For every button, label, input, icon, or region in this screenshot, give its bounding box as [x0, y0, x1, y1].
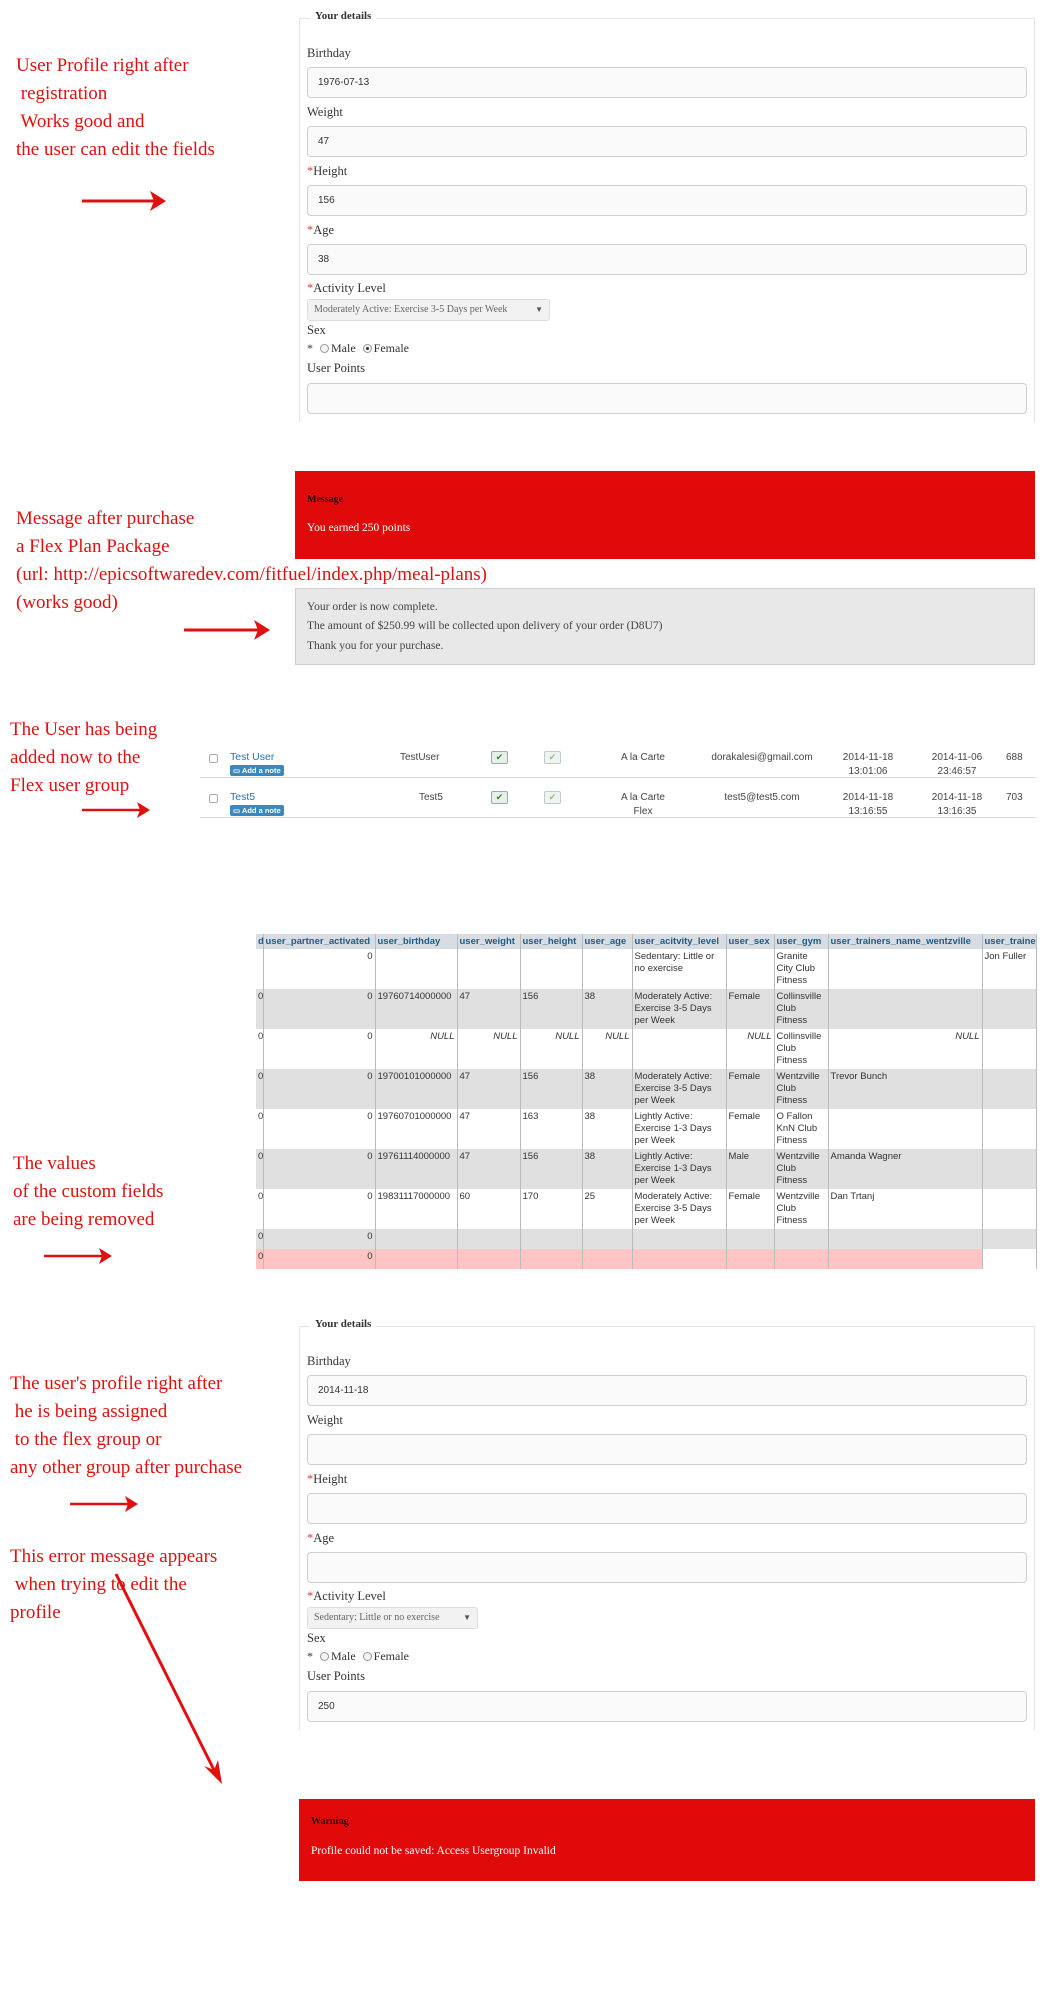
arrow-right-icon	[80, 798, 152, 822]
table-cell: 0	[256, 1149, 263, 1189]
table-cell	[726, 949, 774, 989]
table-cell	[982, 1149, 1036, 1189]
enabled-checkmark-icon[interactable]: ✔	[544, 751, 561, 764]
table-cell: 0	[263, 1149, 375, 1189]
order-complete-box	[295, 588, 1035, 665]
required-mark: *	[307, 164, 314, 178]
enabled-checkmark-icon[interactable]: ✔	[544, 791, 561, 804]
table-cell	[982, 1229, 1036, 1249]
message-text: You earned 250 points	[307, 522, 411, 534]
database-table	[256, 934, 1037, 1269]
sex-label: Sex	[307, 323, 326, 337]
table-cell: Male	[726, 1149, 774, 1189]
users-table	[200, 744, 1036, 828]
table-cell	[256, 949, 263, 989]
required-mark: *	[307, 1531, 314, 1545]
table-cell: 0	[263, 1189, 375, 1229]
table-cell	[582, 1249, 632, 1269]
table-cell: 0	[256, 1029, 263, 1069]
arrow-diagonal-icon	[110, 1570, 230, 1790]
warning-alert	[299, 1799, 1035, 1881]
table-cell: 19700101000000	[375, 1069, 457, 1109]
date-line: 2014-11-06	[931, 752, 983, 763]
table-cell: Moderately Active: Exercise 3-5 Days per Week	[632, 1069, 726, 1109]
table-cell: 0	[256, 1229, 263, 1249]
table-row	[200, 784, 1036, 818]
sex-male-label: Male	[331, 341, 356, 355]
activity-level-label-text: Activity Level	[313, 1589, 386, 1603]
table-cell: 0	[263, 1249, 375, 1269]
table-row	[256, 1109, 1036, 1149]
order-line-2: The amount of $250.99 will be collected upon delivery of your order (D8U7)	[307, 620, 663, 632]
annotation-values-removed: The values of the custom fields are being removed	[13, 1153, 164, 1230]
table-cell	[982, 1069, 1036, 1109]
table-cell: Lightly Active: Exercise 1-3 Days per Week	[632, 1149, 726, 1189]
profile-form-after-assign	[299, 1318, 1035, 1730]
table-cell: NULL	[582, 1029, 632, 1069]
activity-level-value: Sedentary: Little or no exercise	[314, 1612, 440, 1623]
table-row	[256, 1069, 1036, 1109]
register-date-cell	[833, 791, 903, 819]
annotation-message-after-purchase: Message after purchase a Flex Plan Package (url: http://epicsoftwaredev.com/fitfuel/index.php/meal-plans) (works good)	[16, 508, 487, 613]
user-name-link[interactable]: Test User	[230, 751, 275, 763]
table-cell: 25	[582, 1189, 632, 1229]
birthday-label: Birthday	[307, 1354, 351, 1368]
table-cell: 170	[520, 1189, 582, 1229]
column-header[interactable]: user_age	[582, 934, 632, 949]
required-mark: *	[307, 1649, 313, 1663]
chevron-down-icon: ▼	[535, 305, 543, 314]
table-cell	[632, 1029, 726, 1069]
table-cell	[520, 1249, 582, 1269]
activated-checkmark-icon[interactable]: ✔	[491, 751, 508, 764]
height-label	[307, 1472, 347, 1487]
table-cell: Wentzville Club Fitness	[774, 1149, 828, 1189]
required-mark: *	[307, 223, 314, 237]
email-cell: test5@test5.com	[724, 792, 800, 803]
table-cell: 38	[582, 1069, 632, 1109]
table-cell: 0	[263, 1029, 375, 1069]
table-cell: 0	[256, 1109, 263, 1149]
required-mark: *	[307, 281, 314, 295]
weight-label: Weight	[307, 1413, 343, 1427]
arrow-right-icon	[80, 186, 170, 216]
table-cell: 47	[457, 989, 520, 1029]
table-cell	[828, 1109, 982, 1149]
table-cell: Jon Fuller	[982, 949, 1036, 989]
sex-female-label: Female	[373, 341, 409, 355]
table-cell	[828, 1229, 982, 1249]
column-header[interactable]: user_weight	[457, 934, 520, 949]
table-cell: Moderately Active: Exercise 3-5 Days per Week	[632, 1189, 726, 1229]
table-cell: 0	[263, 1229, 375, 1249]
table-cell: Wentzville Club Fitness	[774, 1189, 828, 1229]
user-points-input[interactable]	[307, 383, 1027, 414]
column-header[interactable]: user_height	[520, 934, 582, 949]
sex-male-radio[interactable]	[320, 344, 329, 353]
sex-female-radio[interactable]	[363, 1652, 372, 1661]
group-cell	[598, 751, 688, 765]
group-line-2: Flex	[633, 806, 653, 817]
table-cell: 38	[582, 1109, 632, 1149]
table-cell: NULL	[520, 1029, 582, 1069]
table-row	[200, 744, 1036, 778]
table-row	[256, 1029, 1036, 1069]
group-cell	[598, 791, 688, 819]
table-cell: 156	[520, 989, 582, 1029]
message-alert	[295, 471, 1035, 559]
table-cell: Granite City Club Fitness	[774, 949, 828, 989]
annotation-user-added-group: The User has being added now to the Flex user group	[10, 719, 158, 796]
sex-female-label: Female	[373, 1649, 409, 1663]
username-cell: Test5	[419, 792, 443, 803]
height-input[interactable]	[307, 1493, 1027, 1524]
form-legend: Your details	[310, 1318, 376, 1330]
table-cell: Sedentary: Little or no exercise	[632, 949, 726, 989]
sex-male-label: Male	[331, 1649, 356, 1663]
table-cell: Female	[726, 1069, 774, 1109]
column-header[interactable]: user_gym	[774, 934, 828, 949]
table-row	[256, 1249, 1036, 1269]
table-cell: 19760701000000	[375, 1109, 457, 1149]
group-line-1: A la Carte	[621, 792, 665, 803]
table-cell: 156	[520, 1149, 582, 1189]
table-cell	[726, 1249, 774, 1269]
table-cell: Female	[726, 989, 774, 1029]
table-cell: NULL	[375, 1029, 457, 1069]
height-label	[307, 164, 347, 179]
weight-input[interactable]: 47	[307, 126, 1027, 157]
table-cell	[774, 1229, 828, 1249]
activity-level-select[interactable]	[307, 299, 550, 321]
time-line: 23:46:57	[937, 766, 977, 777]
table-cell	[828, 989, 982, 1029]
table-cell	[375, 949, 457, 989]
table-cell	[828, 949, 982, 989]
table-cell	[375, 1249, 457, 1269]
profile-form-registration	[299, 10, 1035, 422]
activity-level-select[interactable]	[307, 1607, 478, 1629]
arrow-right-icon	[42, 1244, 114, 1268]
table-cell: 0	[256, 1189, 263, 1229]
sex-label: Sex	[307, 1631, 326, 1645]
table-cell: NULL	[726, 1029, 774, 1069]
table-cell: 0	[256, 1249, 263, 1269]
add-note-label: Add a note	[241, 766, 281, 775]
column-header[interactable]: user_birthday	[375, 934, 457, 949]
weight-label: Weight	[307, 105, 343, 119]
table-cell: Amanda Wagner	[828, 1149, 982, 1189]
table-cell	[457, 949, 520, 989]
warning-text: Profile could not be saved: Access Usergroup Invalid	[311, 1845, 556, 1857]
column-header[interactable]: user_partner_activated	[263, 934, 375, 949]
time-line: 13:01:06	[848, 766, 888, 777]
age-input[interactable]: 38	[307, 244, 1027, 275]
arrow-right-icon	[182, 615, 274, 645]
sex-male-radio[interactable]	[320, 1652, 329, 1661]
required-mark: *	[307, 1472, 314, 1486]
row-select-checkbox[interactable]	[209, 754, 218, 763]
add-note-button[interactable]	[230, 765, 284, 776]
table-row	[256, 1149, 1036, 1189]
user-points-label: User Points	[307, 361, 365, 375]
table-cell: 19761114000000	[375, 1149, 457, 1189]
column-header[interactable]: user_sex	[726, 934, 774, 949]
table-cell: 19760714000000	[375, 989, 457, 1029]
table-cell: 156	[520, 1069, 582, 1109]
user-name-link[interactable]: Test5	[230, 791, 256, 803]
age-input[interactable]	[307, 1552, 1027, 1583]
form-legend: Your details	[310, 10, 376, 22]
username-cell: TestUser	[400, 752, 440, 763]
table-cell: Female	[726, 1189, 774, 1229]
required-mark: *	[307, 1589, 314, 1603]
order-line-3: Thank you for your purchase.	[307, 640, 444, 652]
order-line-1: Your order is now complete.	[307, 601, 438, 613]
table-cell: 0	[263, 1109, 375, 1149]
table-cell	[982, 1249, 1036, 1269]
time-line: 13:16:35	[937, 806, 977, 817]
table-cell: NULL	[457, 1029, 520, 1069]
time-line: 13:16:55	[848, 806, 888, 817]
add-note-label: Add a note	[241, 806, 281, 815]
height-input[interactable]: 156	[307, 185, 1027, 216]
table-cell: 47	[457, 1109, 520, 1149]
table-cell	[582, 949, 632, 989]
table-cell: 0	[256, 989, 263, 1029]
id-cell: 688	[1006, 752, 1023, 763]
table-cell	[726, 1229, 774, 1249]
weight-input[interactable]	[307, 1434, 1027, 1465]
lastvisit-date-cell	[922, 751, 992, 779]
arrow-right-icon	[68, 1492, 140, 1516]
table-cell: 19831117000000	[375, 1189, 457, 1229]
sex-radio-group	[307, 1649, 409, 1664]
email-cell: dorakalesi@gmail.com	[711, 752, 813, 763]
table-cell	[982, 1029, 1036, 1069]
message-title: Message	[307, 494, 344, 505]
table-cell: Collinsville Club Fitness	[774, 1029, 828, 1069]
table-cell	[375, 1229, 457, 1249]
table-header-row	[256, 934, 1036, 949]
table-cell: 0	[263, 949, 375, 989]
activity-level-value: Moderately Active: Exercise 3-5 Days per Week	[314, 304, 508, 315]
register-date-cell	[833, 751, 903, 779]
age-label	[307, 223, 334, 238]
user-points-input[interactable]: 250	[307, 1691, 1027, 1722]
table-cell: Moderately Active: Exercise 3-5 Days per Week	[632, 989, 726, 1029]
table-cell	[457, 1249, 520, 1269]
table-row	[256, 1189, 1036, 1229]
user-points-label: User Points	[307, 1669, 365, 1683]
height-label-text: Height	[313, 1472, 348, 1486]
table-row	[256, 1229, 1036, 1249]
table-cell: 47	[457, 1149, 520, 1189]
birthday-input[interactable]: 1976-07-13	[307, 67, 1027, 98]
table-cell	[520, 1229, 582, 1249]
date-line: 2014-11-18	[931, 792, 983, 803]
chevron-down-icon: ▼	[463, 1613, 471, 1622]
table-cell	[982, 989, 1036, 1029]
column-header[interactable]: user_traine	[982, 934, 1036, 949]
column-header[interactable]: user_acitvity_level	[632, 934, 726, 949]
required-mark: *	[307, 341, 313, 355]
table-cell: 38	[582, 989, 632, 1029]
table-cell	[457, 1229, 520, 1249]
table-cell: Lightly Active: Exercise 1-3 Days per Week	[632, 1109, 726, 1149]
table-cell: Collinsville Club Fitness	[774, 989, 828, 1029]
annotation-profile-after-assign: The user's profile right after he is being assigned to the flex group or any other group after purchase	[10, 1373, 243, 1478]
sex-female-radio[interactable]	[363, 344, 372, 353]
table-row	[256, 989, 1036, 1029]
height-label-text: Height	[313, 164, 348, 178]
warning-title: Warning	[311, 1816, 349, 1827]
sex-radio-group	[307, 341, 409, 356]
table-cell: O Fallon KnN Club Fitness	[774, 1109, 828, 1149]
note-icon: ▭	[233, 806, 242, 815]
age-label-text: Age	[313, 1531, 335, 1545]
table-cell: 38	[582, 1149, 632, 1189]
table-cell: Dan Trtanj	[828, 1189, 982, 1229]
table-cell: 0	[256, 1069, 263, 1109]
table-cell: 0	[263, 989, 375, 1029]
table-cell	[520, 949, 582, 989]
activated-checkmark-icon[interactable]: ✔	[491, 791, 508, 804]
column-header[interactable]: d	[258, 936, 264, 947]
id-cell: 703	[1006, 792, 1023, 803]
add-note-button[interactable]	[230, 805, 284, 816]
table-cell	[982, 1109, 1036, 1149]
table-cell: 163	[520, 1109, 582, 1149]
table-cell	[632, 1249, 726, 1269]
table-cell: 0	[263, 1069, 375, 1109]
annotation-error-message: This error message appears when trying to edit the profile	[10, 1546, 218, 1623]
table-cell	[632, 1229, 726, 1249]
table-cell	[774, 1249, 828, 1269]
table-cell: NULL	[828, 1029, 982, 1069]
table-cell: 47	[457, 1069, 520, 1109]
date-line: 2014-11-18	[842, 752, 894, 763]
table-row	[256, 949, 1036, 989]
annotation-profile-after-registration: User Profile right after registration Works good and the user can edit the fields	[16, 55, 215, 160]
age-label-text: Age	[313, 223, 335, 237]
activity-level-label	[307, 281, 386, 296]
column-header[interactable]: user_trainers_name_wentzville	[828, 934, 982, 949]
table-cell: Female	[726, 1109, 774, 1149]
date-line: 2014-11-18	[842, 792, 894, 803]
note-icon: ▭	[233, 766, 242, 775]
lastvisit-date-cell	[922, 791, 992, 819]
group-line-1: A la Carte	[621, 752, 665, 763]
table-cell: Trevor Bunch	[828, 1069, 982, 1109]
activity-level-label	[307, 1589, 386, 1604]
table-cell	[582, 1229, 632, 1249]
birthday-label: Birthday	[307, 46, 351, 60]
table-cell: Wentzville Club Fitness	[774, 1069, 828, 1109]
row-select-checkbox[interactable]	[209, 794, 218, 803]
table-cell	[982, 1189, 1036, 1229]
age-label	[307, 1531, 334, 1546]
table-cell: 60	[457, 1189, 520, 1229]
birthday-input[interactable]: 2014-11-18	[307, 1375, 1027, 1406]
activity-level-label-text: Activity Level	[313, 281, 386, 295]
table-cell	[828, 1249, 982, 1269]
